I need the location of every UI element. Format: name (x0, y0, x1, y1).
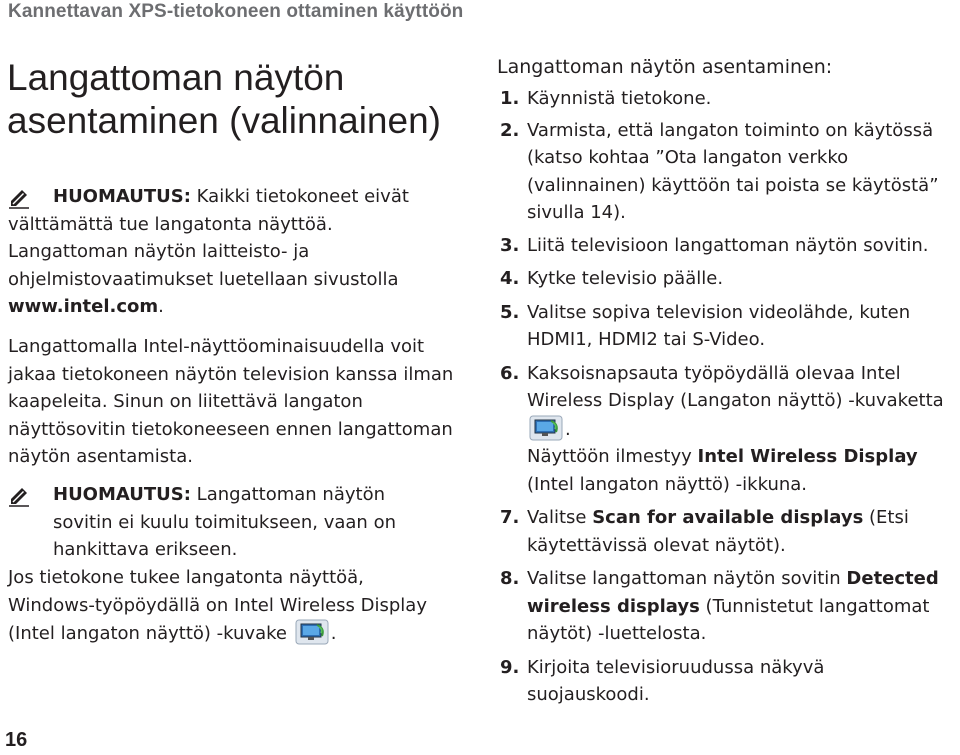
paragraph-desktop-icon-text: Jos tietokone tukee langatonta näyttöä, Windows-työpöydällä on Intel Wireless Display (Intel langaton näyttö) -kuvake (8, 567, 427, 644)
note-1-text: välttämättä tue langatonta näyttöä. Langattoman näytön laitteisto- ja ohjelmistovaatimukset luetellaan sivustolla (8, 213, 399, 290)
page-number: 16 (5, 729, 28, 751)
step-text: (Etsi käytettävissä olevat näytöt). (527, 507, 909, 556)
section-title: Langattoman näytön asentaminen (valinnainen) (7, 57, 441, 141)
step-bold: Intel Wireless Display (697, 446, 918, 467)
step-number: 3. (500, 234, 520, 256)
step-item (497, 654, 960, 709)
note-2-label: HUOMAUTUS: (53, 484, 191, 505)
intel-wireless-display-icon (529, 415, 563, 441)
step-text: Kytke televisio päälle. (527, 268, 724, 289)
intel-wireless-display-icon (295, 619, 329, 645)
step-text: Näyttöön ilmestyy (527, 446, 698, 467)
step-number: 7. (500, 507, 520, 528)
step-text: Kaksoisnapsauta työpöydällä olevaa Intel Wireless Display (Langaton näyttö) -kuvaketta (527, 362, 944, 411)
step-item (497, 117, 960, 227)
step-text: Kirjoita televisioruudussa näkyvä suojauskoodi. (527, 656, 825, 705)
note-1-label: HUOMAUTUS: (53, 186, 191, 207)
step-text: Varmista, että langaton toiminto on käytössä (katso kohtaa ”Ota langaton verkko (valinnainen) käyttöön tai poista se käytöstä” sivulla 14). (527, 119, 939, 223)
step-item (497, 360, 960, 499)
paragraph-intro: Langattomalla Intel-näyttöominaisuudella voit jakaa tietokoneen näytön television kanssa ilman kaapeleita. Sinun on liitettävä langaton näyttösovitin tietokoneeseen ennen langattoman näytön asentamista. (8, 336, 454, 467)
step-text: Valitse langattoman näytön sovitin (527, 568, 847, 589)
page-header: Kannettavan XPS-tietokoneen ottaminen käyttöön (8, 1, 464, 22)
paragraph-desktop-icon-end: . (330, 623, 337, 644)
note-2-text-first: Langattoman näytön (190, 484, 385, 505)
step-number: 2. (500, 119, 520, 141)
intel-link[interactable]: www.intel.com (8, 296, 159, 317)
step-text: Valitse sopiva television videolähde, kuten HDMI1, HDMI2 tai S-Video. (527, 301, 911, 350)
steps-list (497, 85, 960, 709)
step-text: (Intel langaton näyttö) -ikkuna. (527, 473, 808, 495)
note-1-text-first: Kaikki tietokoneet eivät (190, 186, 409, 207)
step-number: 9. (500, 656, 520, 678)
step-number: 4. (500, 268, 520, 289)
paragraph-desktop-icon (8, 564, 448, 648)
step-text: Liitä televisioon langattoman näytön sovitin. (527, 234, 929, 256)
step-text: (Tunnistetut langattomat näytöt) -luettelosta. (527, 595, 930, 644)
step-number: 6. (500, 362, 520, 384)
step-number: 8. (500, 568, 520, 589)
step-text: Käynnistä tietokone. (527, 88, 712, 109)
step-item (497, 232, 960, 260)
step-item (497, 85, 960, 113)
step-number: 1. (500, 88, 520, 109)
step-text: Valitse (527, 507, 593, 528)
note-1-end: . (158, 296, 164, 317)
step-number: 5. (500, 301, 520, 323)
steps-column (497, 53, 960, 709)
note-2-text: sovitin ei kuulu toimitukseen, vaan on hankittava erikseen. (53, 511, 396, 560)
step-bold: Scan for available displays (592, 507, 864, 528)
steps-title: Langattoman näytön asentaminen: (497, 56, 833, 78)
step-item (497, 299, 960, 354)
step-bold: Detected wireless displays (527, 568, 939, 617)
step-text-end: . (565, 418, 571, 440)
step-item (497, 565, 960, 648)
step-item (497, 265, 960, 293)
step-item (497, 504, 960, 559)
